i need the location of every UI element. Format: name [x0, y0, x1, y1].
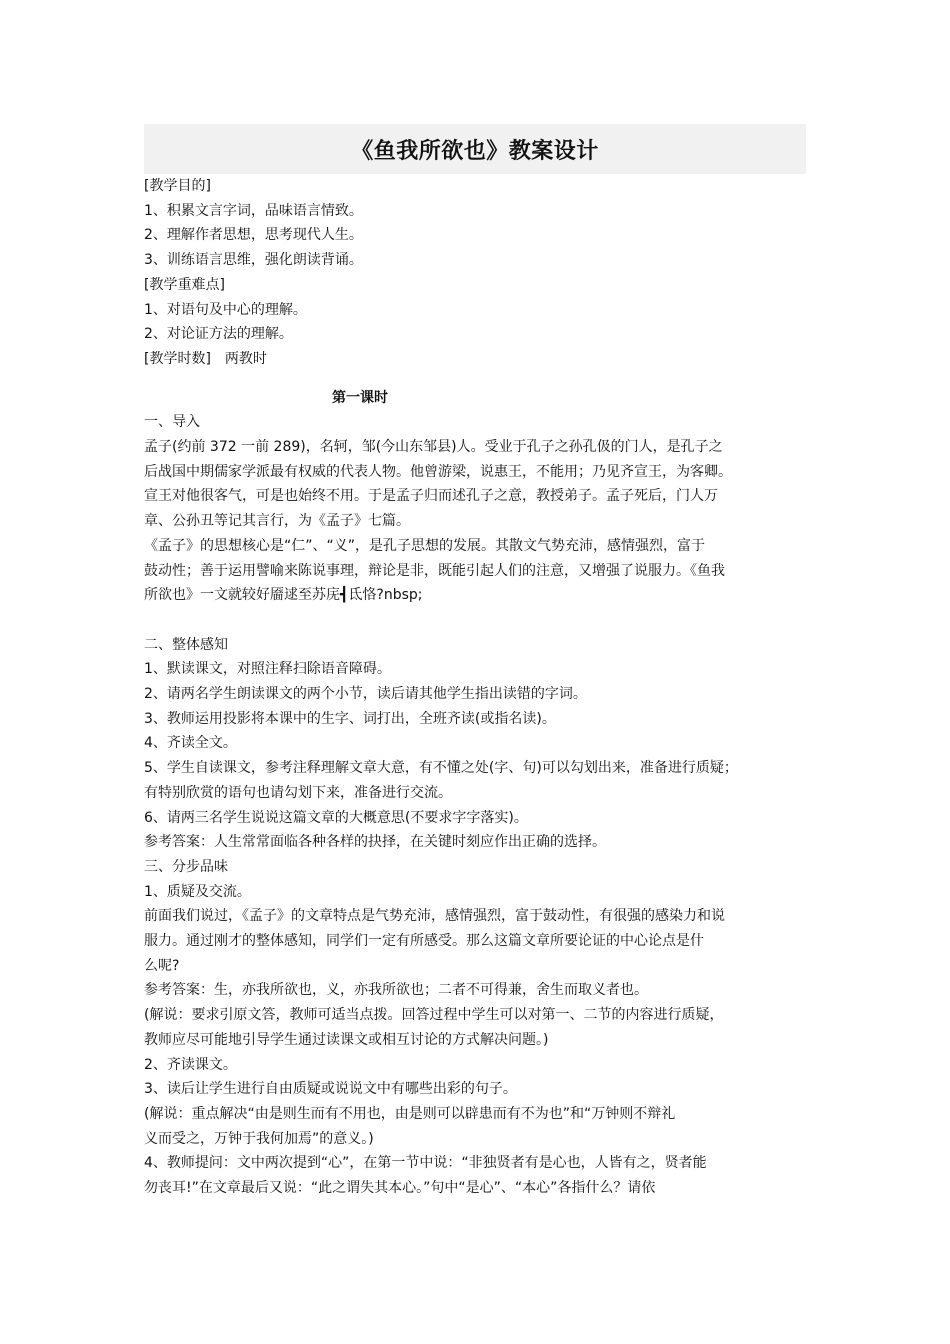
analysis-line: 前面我们说过，《孟子》的文章特点是气势充沛，感情强烈，富于鼓动性，有很强的感染力和说	[144, 908, 725, 925]
goal-item: 2、理解作者思想，思考现代人生。	[144, 227, 363, 244]
analysis-line: 义而受之，万钟于我何加焉”的意义。)	[144, 1130, 374, 1147]
analysis-line: 3、读后让学生进行自由质疑或说说文中有哪些出彩的句子。	[144, 1081, 517, 1098]
overall-line: 4、齐读全文。	[144, 735, 237, 752]
analysis-line: 4、教师提问：文中两次提到“心”，在第一节中说：“非独贤者有是心也，人皆有之，贤者能	[144, 1155, 707, 1172]
overall-heading: 二、整体感知	[144, 636, 228, 653]
document-title: 《鱼我所欲也》教案设计	[351, 138, 599, 164]
analysis-line: 1、质疑及交流。	[144, 883, 251, 900]
lesson-one-heading: 第一课时	[332, 389, 388, 406]
analysis-line: 2、齐读课文。	[144, 1056, 237, 1073]
analysis-line: 服力。通过刚才的整体感知，同学们一定有所感受。那么这篇文章所要论证的中心论点是什	[144, 933, 704, 950]
overall-line: 5、学生自读课文，参考注释理解文章大意，有不懂之处(字、句)可以勾划出来，准备进行质疑；	[144, 760, 738, 777]
overall-line: 2、请两名学生朗读课文的两个小节，读后请其他学生指出读错的字词。	[144, 686, 587, 703]
intro-paragraph-line: 后战国中期儒家学派最有权威的代表人物。他曾游梁，说惠王，不能用；乃见齐宣王，为客卿。	[144, 463, 732, 480]
intro-heading: 一、导入	[144, 414, 200, 431]
analysis-line: 么呢?	[144, 957, 180, 974]
analysis-line: (解说：要求引原文答，教师可适当点拨。回答过程中学生可以对第一、二节的内容进行质疑，	[144, 1007, 724, 1024]
overall-line: 6、请两三名学生说说这篇文章的大概意思(不要求字字落实)。	[144, 809, 528, 826]
title-banner	[144, 124, 806, 174]
analysis-line: 教师应尽可能地引导学生通过读课文或相互讨论的方式解决问题。)	[144, 1031, 549, 1048]
teaching-hours: [教学时数] 两教时	[144, 350, 267, 367]
document-page	[144, 124, 806, 1201]
goal-item: 3、训练语言思维，强化朗读背诵。	[144, 252, 363, 269]
goals-heading: [教学目的]	[144, 178, 211, 194]
intro-paragraph-line: 孟子(约前 372 一前 289)，名轲，邹(今山东邹县)人。受业于孔子之孙孔伋的门人，是孔子之	[144, 439, 723, 456]
analysis-heading: 三、分步品味	[144, 858, 228, 875]
overall-line: 1、默读课文，对照注释扫除语音障碍。	[144, 661, 391, 678]
intro-paragraph-line: 章、公孙丑等记其言行，为《孟子》七篇。	[144, 513, 410, 530]
key-point-item: 2、对论证方法的理解。	[144, 326, 293, 343]
overall-line: 有特别欣赏的语句也请勾划下来，准备进行交流。	[144, 784, 452, 801]
key-point-item: 1、对语句及中心的理解。	[144, 301, 307, 318]
intro-paragraph-line: 宣王对他很客气，可是也始终不用。于是孟子归而述孔子之意，教授弟子。孟子死后，门人万	[144, 488, 718, 505]
intro-paragraph-line: 《孟子》的思想核心是“仁”、“义”，是孔子思想的发展。其散文气势充沛，感情强烈，富于	[144, 537, 706, 554]
analysis-line: 参考答案：生，亦我所欲也，义，亦我所欲也；二者不可得兼，舍生而取义者也。	[144, 982, 648, 999]
overall-line: 3、教师运用投影将本课中的生字、词打出，全班齐读(或指名读)。	[144, 710, 556, 727]
analysis-line: 勿丧耳!”在文章最后又说：“此之谓失其本心。”句中“是心”、“本心”各指什么？请依	[144, 1180, 656, 1197]
overall-line: 参考答案：人生常常面临各种各样的抉择，在关键时刻应作出正确的选择。	[144, 834, 606, 851]
goal-item: 1、积累文言字词，品味语言情致。	[144, 202, 363, 219]
blank-line	[144, 608, 806, 633]
analysis-line: (解说：重点解决“由是则生而有不用也，由是则可以辟患而有不为也”和“万钟则不辩礼	[144, 1106, 676, 1122]
key-points-heading: [教学重难点]	[144, 276, 225, 293]
intro-paragraph-line: 鼓动性；善于运用譬喻来陈说事理，辩论是非，既能引起人们的注意，又增强了说服力。《鱼我	[144, 562, 725, 579]
intro-paragraph-line: 所欲也》一文就较好靥逑至苏庑┫氐恪?nbsp;	[144, 587, 423, 604]
